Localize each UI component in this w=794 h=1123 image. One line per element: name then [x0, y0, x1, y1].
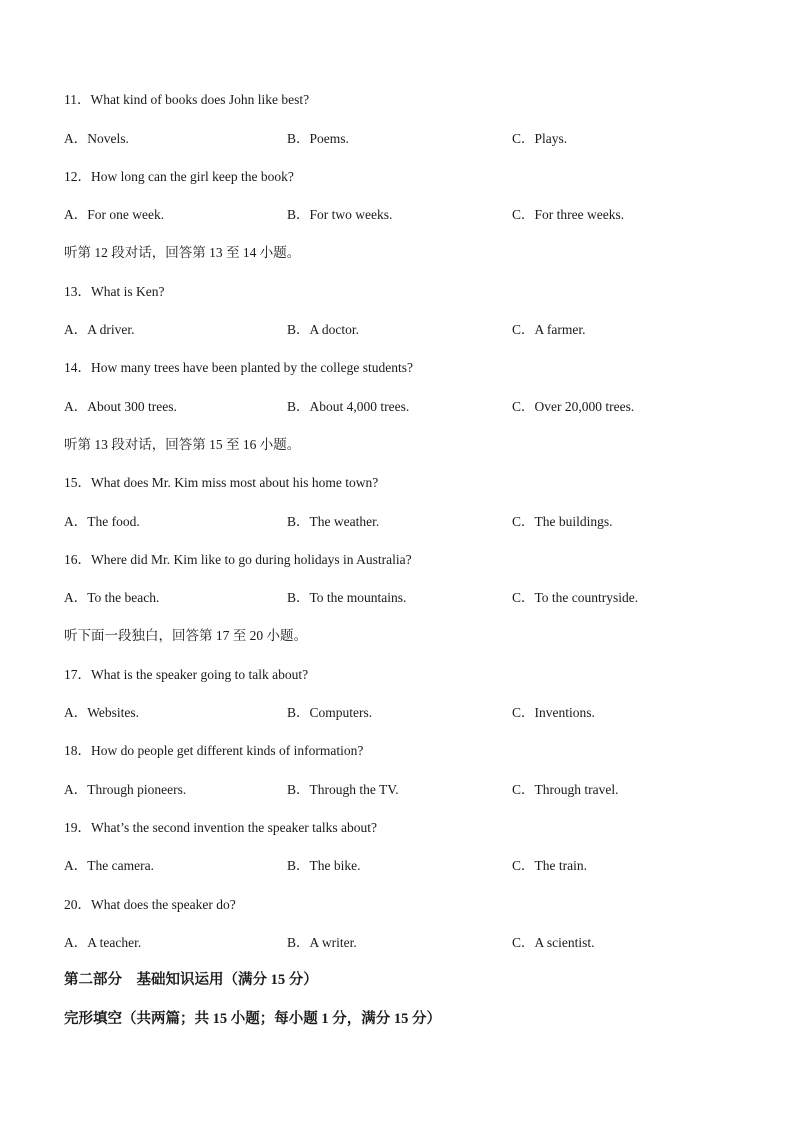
q16-option-b: B．To the mountains.: [287, 590, 407, 605]
q11-option-a: A．Novels.: [64, 131, 129, 146]
q13-option-c: C．A farmer.: [512, 322, 586, 337]
q14-option-a: A．About 300 trees.: [64, 399, 177, 414]
q19-option-b: B．The bike.: [287, 858, 361, 873]
q19-option-a: A．The camera.: [64, 858, 154, 873]
q17-option-a: A．Websites.: [64, 705, 140, 720]
q14-option-c: C．Over 20,000 trees.: [512, 399, 635, 414]
q15-option-c: C．The buildings.: [512, 514, 613, 529]
q20-option-b: B．A writer.: [287, 935, 357, 950]
question-11: 11．What kind of books does John like best?: [64, 92, 310, 107]
q13-option-a: A．A driver.: [64, 322, 135, 337]
instruction-dialog-12: 听第 12 段对话，回答第 13 至 14 小题。: [64, 245, 301, 260]
q12-option-c: C．For three weeks.: [512, 207, 625, 222]
q18-option-b: B．Through the TV.: [287, 782, 399, 797]
q14-option-b: B．About 4,000 trees.: [287, 399, 410, 414]
question-13: 13．What is Ken?: [64, 284, 165, 299]
q20-option-c: C．A scientist.: [512, 935, 595, 950]
q12-option-b: B．For two weeks.: [287, 207, 393, 222]
section-2-title: 第二部分 基础知识运用（满分 15 分）: [64, 972, 318, 988]
instruction-monologue: 听下面一段独白，回答第 17 至 20 小题。: [64, 628, 307, 643]
q15-option-a: A．The food.: [64, 514, 140, 529]
section-2-subtitle: 完形填空（共两篇；共 15 小题；每小题 1 分，满分 15 分）: [64, 1011, 441, 1027]
question-20: 20．What does the speaker do?: [64, 897, 236, 912]
q16-option-c: C．To the countryside.: [512, 590, 639, 605]
question-15: 15．What does Mr. Kim miss most about his home town?: [64, 475, 379, 490]
question-16: 16．Where did Mr. Kim like to go during holidays in Australia?: [64, 552, 412, 567]
q11-option-c: C．Plays.: [512, 131, 568, 146]
q17-option-b: B．Computers.: [287, 705, 373, 720]
q20-option-a: A．A teacher.: [64, 935, 142, 950]
q11-option-b: B．Poems.: [287, 131, 349, 146]
question-19: 19．What’s the second invention the speaker talks about?: [64, 820, 378, 835]
q16-option-a: A．To the beach.: [64, 590, 160, 605]
question-18: 18．How do people get different kinds of information?: [64, 743, 364, 758]
q15-option-b: B．The weather.: [287, 514, 380, 529]
instruction-dialog-13: 听第 13 段对话，回答第 15 至 16 小题。: [64, 437, 301, 452]
question-17: 17．What is the speaker going to talk about?: [64, 667, 309, 682]
q12-option-a: A．For one week.: [64, 207, 165, 222]
q19-option-c: C．The train.: [512, 858, 587, 873]
q17-option-c: C．Inventions.: [512, 705, 595, 720]
question-14: 14．How many trees have been planted by the college students?: [64, 360, 414, 375]
question-12: 12．How long can the girl keep the book?: [64, 169, 294, 184]
q18-option-c: C．Through travel.: [512, 782, 619, 797]
q13-option-b: B．A doctor.: [287, 322, 360, 337]
q18-option-a: A．Through pioneers.: [64, 782, 187, 797]
